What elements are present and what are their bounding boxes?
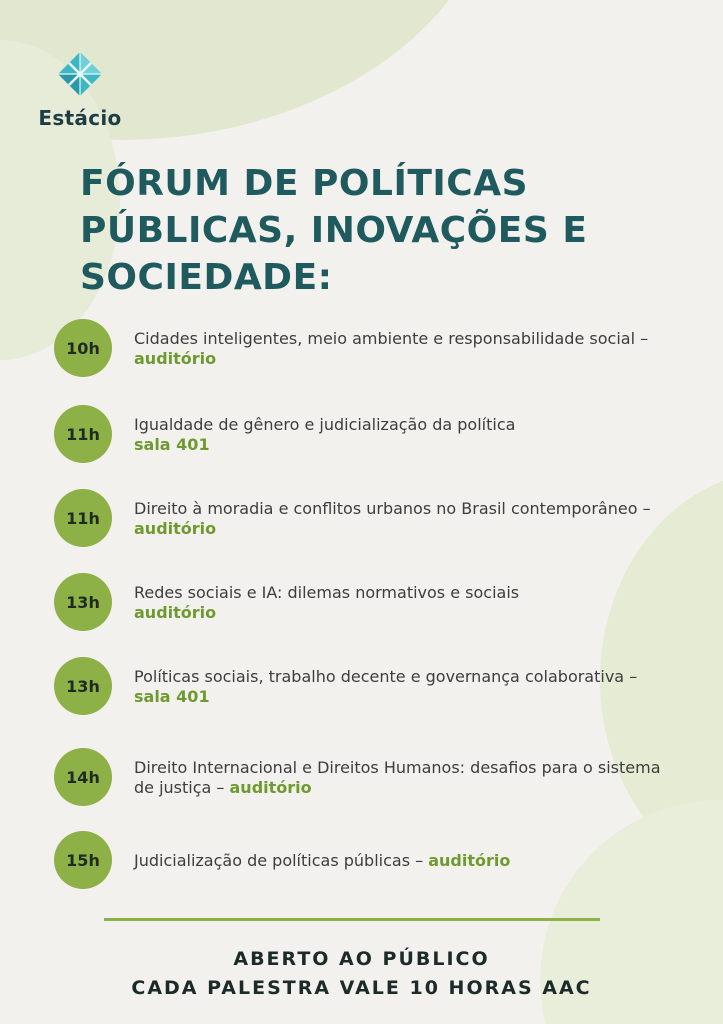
agenda-item [54,573,674,633]
session-room: sala 401 [134,687,210,706]
time-badge: 13h [54,657,112,715]
session-description [134,499,674,539]
session-room: auditório [134,519,217,538]
logo-text: Estácio [38,106,122,130]
session-description [134,851,674,871]
time-badge: 13h [54,573,112,631]
session-room: auditório [134,603,217,622]
agenda-item [54,405,674,465]
session-description [134,329,674,369]
footer-open-to-public: ABERTO AO PÚBLICO [233,948,490,970]
agenda-item [54,831,674,891]
time-badge: 11h [54,405,112,463]
session-room: auditório [229,778,312,797]
agenda-item [54,489,674,549]
time-badge: 15h [54,831,112,889]
session-description [134,667,674,707]
estacio-diamond-icon [56,50,104,98]
time-badge: 10h [54,319,112,377]
page-title: FÓRUM DE POLÍTICAS PÚBLICAS, INOVAÇÕES E SOCIEDADE: [80,163,588,298]
session-title: Judicialização de políticas públicas – [134,851,429,870]
estacio-logo [34,50,126,130]
session-description [134,415,674,455]
session-title: Políticas sociais, trabalho decente e governança colaborativa – [134,667,638,686]
session-description [134,583,674,623]
divider [104,918,600,921]
session-room: auditório [134,349,217,368]
agenda-item [54,657,674,717]
time-badge: 14h [54,748,112,806]
session-title: Cidades inteligentes, meio ambiente e responsabilidade social – [134,329,649,348]
session-title: Redes sociais e IA: dilemas normativos e sociais [134,583,520,602]
session-title: Direito à moradia e conflitos urbanos no Brasil contemporâneo – [134,499,651,518]
session-title: Igualdade de gênero e judicialização da política [134,415,516,434]
footer-hours-note: CADA PALESTRA VALE 10 HORAS AAC [131,977,592,999]
time-badge: 11h [54,489,112,547]
agenda-item [54,319,674,379]
agenda-item [54,748,674,808]
session-room: sala 401 [134,435,210,454]
session-room: auditório [428,851,511,870]
session-title: Direito Internacional e Direitos Humanos: desafios para o sistema de justiça – [134,758,661,797]
session-description [134,758,674,798]
